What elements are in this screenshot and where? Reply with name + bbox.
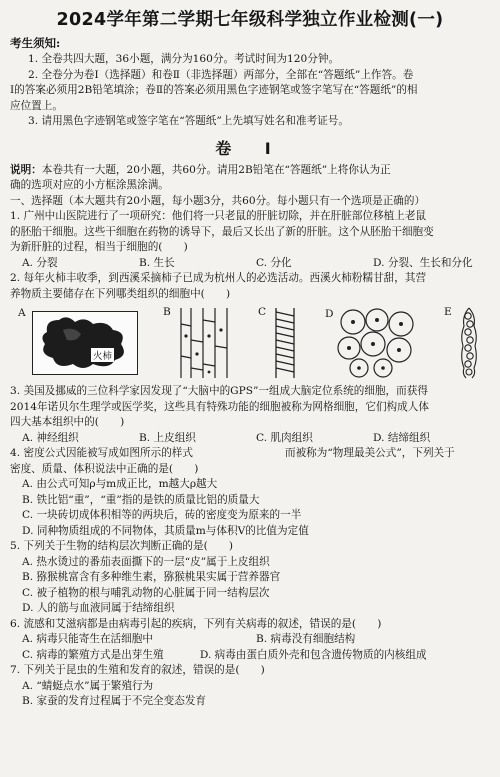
- elongated-cells-icon: [175, 306, 233, 380]
- q2-figures: [10, 304, 490, 382]
- q3-option-a: A. 神经组织: [22, 431, 79, 444]
- instruction-line1: 本卷共有一大题，20小题，共60分。请用2B铅笔在“答题纸”上将你认为正: [41, 163, 391, 176]
- q2-letter-b: B: [163, 306, 171, 318]
- question-2: [10, 271, 490, 382]
- q2-letter-e: E: [444, 306, 452, 318]
- q5-option-b: B. 猕猴桃富含有多种维生素，猕猴桃果实属于营养器官: [22, 571, 281, 583]
- q3-option-b: B. 上皮组织: [139, 431, 196, 444]
- notice-item-2-cont: Ⅰ的答案必须用2B铅笔填涂；卷Ⅱ的答案必须用黑色字迹钢笔或签字笔写在“答题纸”的相: [10, 84, 418, 96]
- persimmon-tissue-image: [32, 311, 138, 375]
- q2-letter-c: C: [258, 306, 267, 318]
- notice-item-2-cont2: 应位置上。: [10, 99, 63, 112]
- q4-stem-1: [10, 446, 490, 462]
- spiral-vessel-icon: [270, 306, 300, 380]
- q4-option-c: C. 一块砖切成体积相等的两块后，砖的密度变为原来的一半: [22, 509, 302, 521]
- q2-figure-a: [18, 307, 138, 375]
- q1-options: [10, 256, 490, 272]
- q1-stem-3: 为新肝脏的过程，相当于细胞的( ): [10, 241, 188, 253]
- exam-title: 2024学年第二学期七年级科学独立作业检测(一): [56, 10, 444, 30]
- q5-stem: 5. 下列关于生物的结构层次判断正确的是( ): [10, 540, 234, 552]
- question-7: [10, 663, 490, 710]
- question-3: [10, 384, 490, 446]
- q4-option-a: A. 由公式可知ρ与m成正比，m越大ρ越大: [22, 478, 218, 490]
- notice-item-1: 1. 全卷共四大题，36小题，满分为160分。考试时间为120分钟。: [28, 53, 340, 65]
- q1-option-b: B. 生长: [139, 256, 175, 269]
- persimmon-label: 火柿: [91, 348, 114, 362]
- q6-option-c: C. 病毒的繁殖方式是出芽生殖: [22, 648, 164, 661]
- q3-option-c: C. 肌肉组织: [256, 431, 313, 444]
- q2-figure-d: [325, 308, 419, 378]
- q3-stem-3: 四大基本组织中的( ): [10, 416, 125, 428]
- q2-letter-d: D: [325, 308, 334, 320]
- notice-block: [10, 35, 490, 130]
- q1-option-c: C. 分化: [256, 256, 292, 269]
- q1-option-d: D. 分裂、生长和分化: [373, 256, 473, 269]
- question-5: [10, 539, 490, 617]
- persimmon-blob-icon: [33, 312, 137, 374]
- q2-figure-b: [163, 306, 233, 380]
- q4-option-d: D. 同种物质组成的不同物体，其质量m与体积V的比值为定值: [22, 524, 309, 537]
- q1-option-a: A. 分裂: [22, 256, 58, 269]
- q2-figure-c: [258, 306, 300, 380]
- q5-option-a: A. 热水烫过的番茄表面撕下的一层“皮”属于上皮组织: [22, 555, 270, 568]
- q6-options-row1: [10, 632, 490, 648]
- q5-option-d: D. 人的筋与血液同属于结缔组织: [22, 602, 175, 614]
- q4-stem-a: 4. 密度公式因能被写成如图所示的样式: [10, 447, 193, 459]
- q7-option-a: A. “蜻蜓点水”属于繁殖行为: [22, 679, 154, 692]
- question-4: [10, 446, 490, 539]
- q3-stem-2: 2014年诺贝尔生理学或医学奖，这些具有特殊功能的细胞被称为网格细胞，它们构成人体: [10, 400, 429, 413]
- q6-option-a: A. 病毒只能寄生在活细胞中: [22, 633, 153, 645]
- q1-stem-1: 1. 广州中山医院进行了一项研究：他们将一只老鼠的肝脏切除，并在肝脏部位移植上老鼠: [10, 210, 427, 222]
- question-1: [10, 209, 490, 271]
- section-title: 卷 Ⅰ: [215, 138, 285, 158]
- instruction-line2: 确的选项对应的小方框涂黑涂满。: [10, 179, 169, 191]
- q2-stem-1: 2. 每年火柿丰收季，到西溪采摘柿子已成为杭州人的必选活动。西溪火柿粉糯甘甜，其营: [10, 272, 427, 284]
- q2-letter-a: A: [18, 307, 26, 319]
- q3-stem-1: 3. 美国及挪威的三位科学家因发现了“大脑中的GPS”一组成大脑定位系统的细胞，而获得: [10, 385, 428, 397]
- notice-item-2: 2. 全卷分为卷Ⅰ（选择题）和卷Ⅱ（非选择题）两部分，全部在“答题纸”上作答。卷: [28, 68, 414, 81]
- instruction-label: 说明：: [10, 163, 42, 176]
- q4-stem-2: 密度、质量、体积说法中正确的是( ): [10, 462, 199, 475]
- q7-option-b: B. 家蚕的发育过程属于不完全变态发育: [22, 695, 207, 707]
- q2-stem-2: 养物质主要储存在下列哪类组织的细胞中( ): [10, 287, 231, 300]
- cell-chain-icon: [456, 306, 482, 380]
- q6-stem: 6. 流感和艾滋病都是由病毒引起的疾病，下列有关病毒的叙述，错误的是( ): [10, 617, 382, 630]
- q3-option-d: D. 结缔组织: [373, 431, 431, 444]
- q2-figure-e: [444, 306, 482, 380]
- q4-option-b: B. 铁比铝“重”，“重”指的是铁的质量比铝的质量大: [22, 493, 260, 506]
- section-instruction: [10, 163, 490, 179]
- q5-option-c: C. 被子植物的根与哺乳动物的心脏属于同一结构层次: [22, 586, 270, 599]
- part1-heading: 一、选择题（本大题共有20小题，每小题3分，共60分。每小题只有一个选项是正确的）: [10, 194, 426, 207]
- q6-option-d: D. 病毒由蛋白质外壳和包含遗传物质的内核组成: [199, 648, 427, 661]
- q6-options-row2: [10, 648, 490, 664]
- q7-stem: 7. 下列关于昆虫的生殖和发育的叙述，错误的是( ): [10, 664, 265, 676]
- q6-option-b: B. 病毒没有细胞结构: [256, 633, 356, 645]
- q1-stem-2: 的胚胎干细胞。这些干细胞在药物的诱导下，最后又长出了新的肝脏。这个从胚胎干细胞变: [10, 225, 434, 238]
- q4-stem-b: 而被称为“物理最美公式”，下列关于: [284, 447, 455, 459]
- round-cells-icon: [337, 308, 419, 378]
- notice-heading: 考生须知:: [10, 36, 61, 50]
- question-6: [10, 617, 490, 664]
- notice-item-3: 3. 请用黑色字迹钢笔或签字笔在“答题纸”上先填写姓名和准考证号。: [28, 115, 349, 127]
- q3-options: [10, 431, 490, 447]
